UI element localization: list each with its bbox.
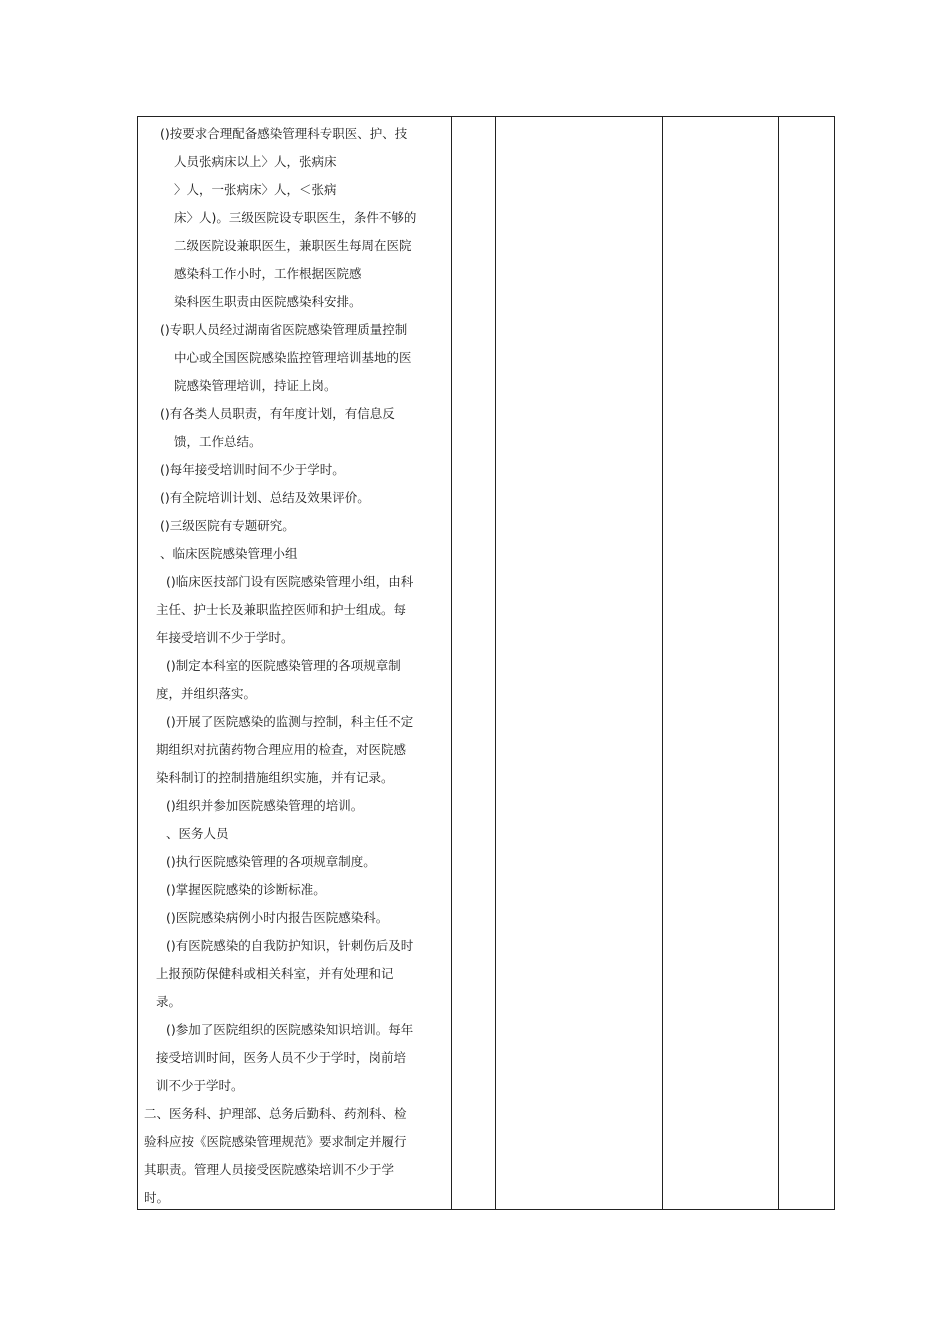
text-line: 其职责。管理人员接受医院感染培训不少于学 <box>144 1162 395 1177</box>
column-divider <box>778 117 779 1209</box>
section-heading: 、医务人员 <box>166 826 229 841</box>
text-line: ()掌握医院感染的诊断标准。 <box>166 882 326 897</box>
text-line: 〉人，一张病床〉人，＜张病 <box>174 182 337 197</box>
text-line: 院感染管理培训，持证上岗。 <box>174 378 337 393</box>
text-line: ()参加了医院组织的医院感染知识培训。每年 <box>166 1022 414 1037</box>
text-line: ()三级医院有专题研究。 <box>160 518 295 533</box>
text-line: 染科制订的控制措施组织实施，并有记录。 <box>156 770 394 785</box>
standards-text-cell <box>138 117 451 1209</box>
text-line: ()有医院感染的自我防护知识，针刺伤后及时 <box>166 938 414 953</box>
text-line: 染科医生职责由医院感染科安排。 <box>174 294 362 309</box>
text-line: 感染科工作小时，工作根据医院感 <box>174 266 362 281</box>
text-line: 期组织对抗菌药物合理应用的检查，对医院感 <box>156 742 407 757</box>
text-line: 人员张病床以上〉人，张病床 <box>174 154 337 169</box>
text-line: 主任、护士长及兼职监控医师和护士组成。每 <box>156 602 407 617</box>
section-heading: 二、医务科、护理部、总务后勤科、药剂科、检 <box>144 1106 407 1121</box>
text-line: ()医院感染病例小时内报告医院感染科。 <box>166 910 389 925</box>
text-line: 床〉人)。三级医院设专职医生，条件不够的 <box>174 210 417 225</box>
text-line: ()有各类人员职责，有年度计划，有信息反 <box>160 406 395 421</box>
text-line: ()临床医技部门设有医院感染管理小组，由科 <box>166 574 414 589</box>
text-line: 录。 <box>156 994 182 1009</box>
text-line: 验科应按《医院感染管理规范》要求制定并履行 <box>144 1134 407 1149</box>
text-line: ()每年接受培训时间不少于学时。 <box>160 462 345 477</box>
column-divider <box>662 117 663 1209</box>
text-line: 接受培训时间，医务人员不少于学时，岗前培 <box>156 1050 407 1065</box>
text-line: 训不少于学时。 <box>156 1078 244 1093</box>
text-line: ()有全院培训计划、总结及效果评价。 <box>160 490 370 505</box>
column-divider <box>495 117 496 1209</box>
section-heading: 、临床医院感染管理小组 <box>160 546 298 561</box>
text-line: ()制定本科室的医院感染管理的各项规章制 <box>166 658 401 673</box>
assessment-table <box>137 116 835 1210</box>
text-line: ()专职人员经过湖南省医院感染管理质量控制 <box>160 322 408 337</box>
text-line: 年接受培训不少于学时。 <box>156 630 294 645</box>
text-line: ()组织并参加医院感染管理的培训。 <box>166 798 364 813</box>
text-line: ()执行医院感染管理的各项规章制度。 <box>166 854 376 869</box>
text-line: 馈，工作总结。 <box>174 434 262 449</box>
text-line: 上报预防保健科或相关科室，并有处理和记 <box>156 966 394 981</box>
text-line: 时。 <box>144 1190 170 1205</box>
column-divider <box>451 117 452 1209</box>
text-line: 度，并组织落实。 <box>156 686 257 701</box>
text-line: ()开展了医院感染的监测与控制，科主任不定 <box>166 714 414 729</box>
text-line: ()按要求合理配备感染管理科专职医、护、技 <box>160 126 408 141</box>
text-line: 中心或全国医院感染监控管理培训基地的医 <box>174 350 412 365</box>
text-line: 二级医院设兼职医生，兼职医生每周在医院 <box>174 238 412 253</box>
